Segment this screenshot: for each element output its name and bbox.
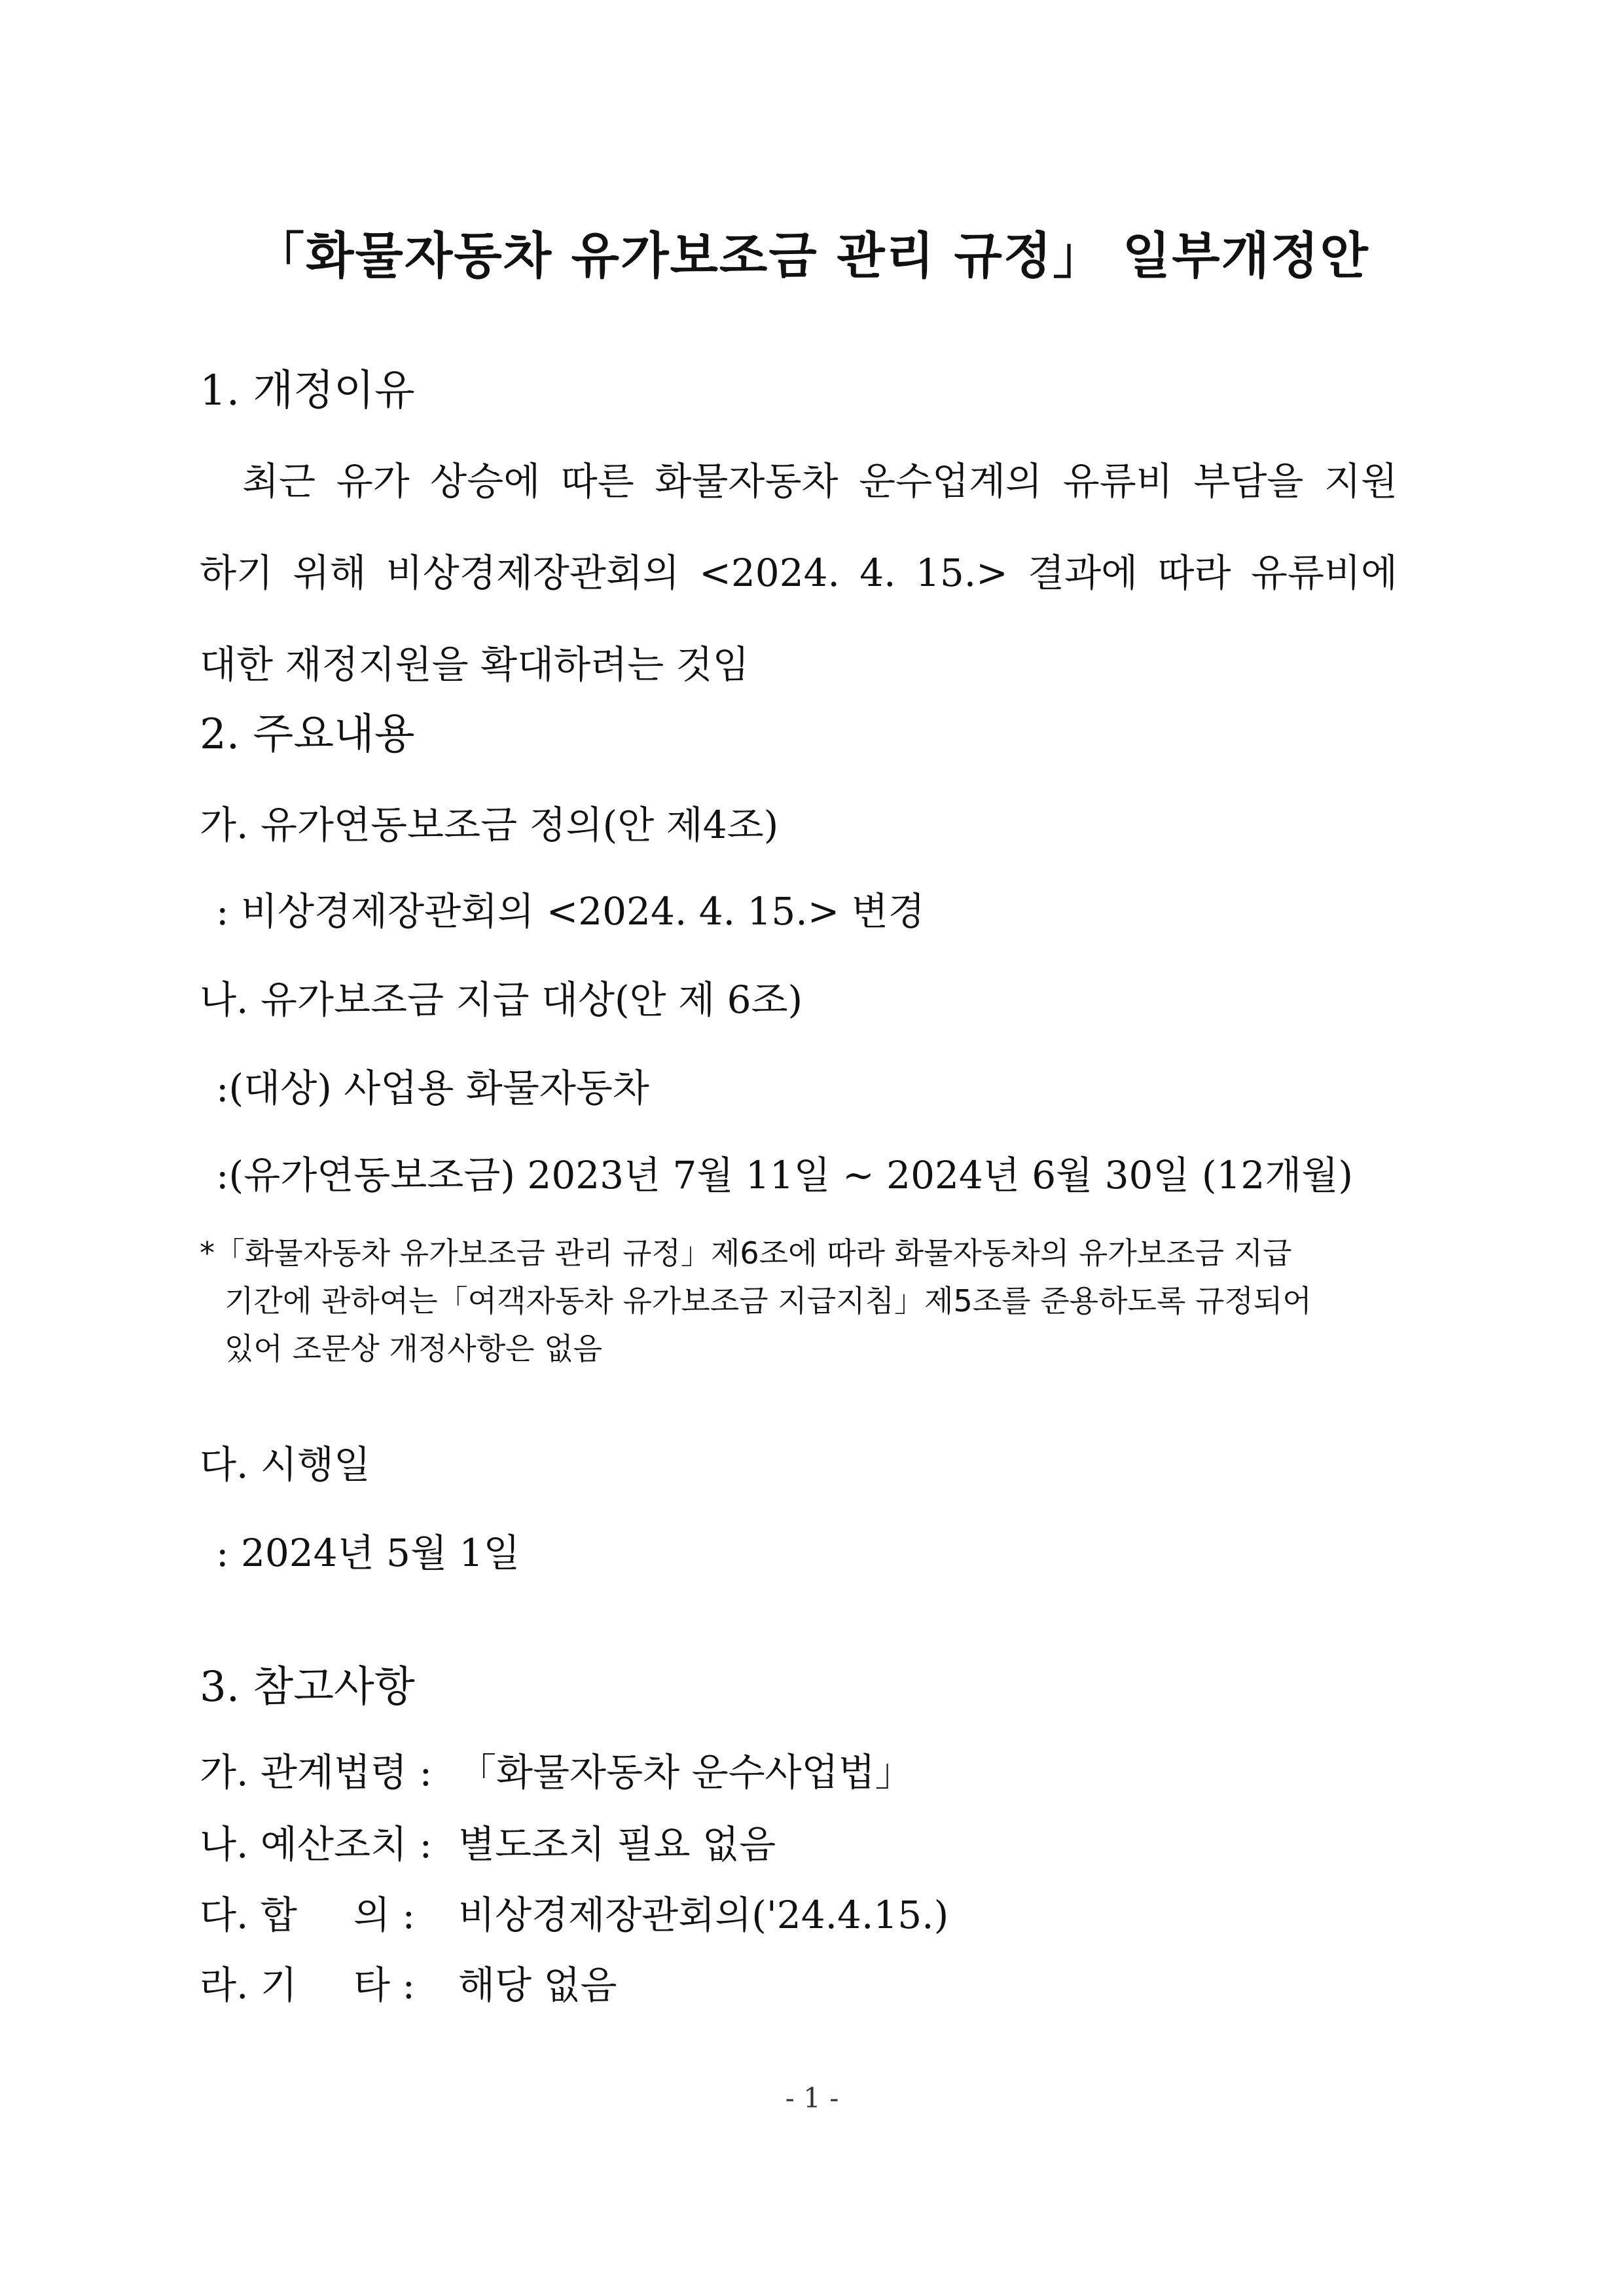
ref-label-part-a: 라. 기	[200, 1963, 297, 2007]
item-ga-detail: : 비상경제장관회의 <2024. 4. 15.> 변경	[216, 889, 925, 934]
section-heading-references: 3. 참고사항	[200, 1663, 415, 1711]
reason-line-2: 하기 위해 비상경제장관회의 <2024. 4. 15.> 결과에 따라 유류비에	[200, 551, 1398, 595]
footnote-line-3: 있어 조문상 개정사항은 없음	[225, 1331, 603, 1366]
ref-label-part-b: 타 :	[353, 1963, 416, 2007]
ref-value: 별도조치 필요 없음	[458, 1822, 776, 1867]
reason-line-3: 대한 재정지원을 확대하려는 것임	[200, 642, 749, 687]
ref-row-consultation	[200, 1884, 948, 1939]
item-da: 다. 시행일	[200, 1442, 370, 1487]
item-na-detail-target: :(대상) 사업용 화물자동차	[216, 1066, 649, 1110]
footnote	[200, 1230, 1404, 1373]
footnote-line-1: *「화물자동차 유가보조금 관리 규정」제6조에 따라 화물자동차의 유가보조금 지급	[200, 1235, 1292, 1271]
ref-label-part-a: 다. 합	[200, 1893, 297, 1937]
item-da-detail: : 2024년 5월 1일	[216, 1531, 520, 1575]
ref-row-other	[200, 1954, 617, 2009]
reason-line-1: 최근 유가 상승에 따른 화물자동차 운수업계의 유류비 부담을 지원	[242, 459, 1398, 503]
reason-paragraph	[200, 435, 1398, 710]
ref-label: 가. 관계법령 :	[200, 1750, 432, 1795]
section-heading-main-content: 2. 주요내용	[200, 710, 415, 759]
item-na-detail-period: :(유가연동보조금) 2023년 7월 11일 ~ 2024년 6월 30일 (12개월)	[216, 1153, 1353, 1197]
item-ga: 가. 유가연동보조금 정의(안 제4조)	[200, 803, 779, 847]
footnote-line-2: 기간에 관하여는「여객자동차 유가보조금 지급지침」제5조를 준용하도록 규정되어	[225, 1283, 1312, 1319]
ref-row-related-law	[200, 1741, 913, 1796]
section-heading-reason: 1. 개정이유	[200, 367, 415, 415]
ref-label-part-b: 의 :	[353, 1893, 416, 1937]
item-na: 나. 유가보조금 지급 대상(안 제 6조)	[200, 977, 803, 1022]
ref-value: 해당 없음	[458, 1963, 617, 2007]
document-title: 「화물자동차 유가보조금 관리 규정」 일부개정안	[255, 227, 1369, 285]
page-number: - 1 -	[785, 2082, 839, 2114]
ref-label: 나. 예산조치 :	[200, 1822, 432, 1867]
ref-row-budget	[200, 1813, 776, 1868]
ref-value: 비상경제장관회의('24.4.15.)	[458, 1893, 949, 1937]
ref-value: 「화물자동차 운수사업법」	[458, 1750, 913, 1795]
